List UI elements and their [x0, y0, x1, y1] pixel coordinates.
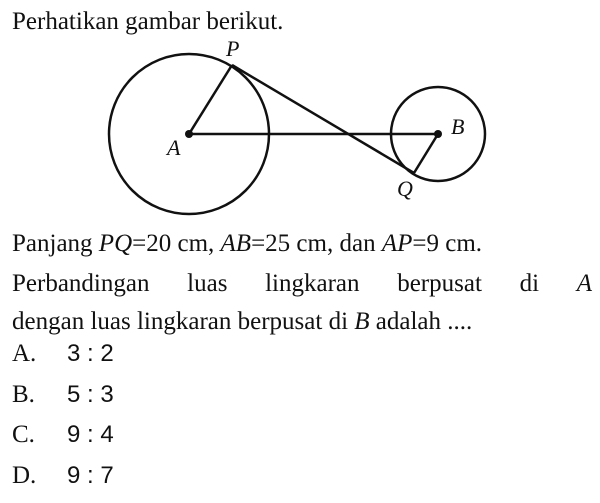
- center-b-dot: [434, 130, 442, 138]
- option-letter: A.: [12, 340, 37, 367]
- var-a: A: [576, 270, 592, 297]
- problem-line-3-suffix: adalah ....: [369, 308, 473, 335]
- segment-ap: [189, 65, 232, 134]
- option-value: 3 : 2: [67, 340, 114, 367]
- problem-line-2: [12, 265, 592, 303]
- option-letter: D.: [12, 462, 37, 489]
- var-b: B: [354, 308, 370, 335]
- intro-text: Perhatikan gambar berikut.: [12, 8, 284, 35]
- problem-line-3-text: dengan luas lingkaran berpusat di: [12, 308, 355, 335]
- ap-value: =9 cm.: [412, 230, 483, 257]
- segment-pq: [232, 65, 414, 173]
- geometry-figure: [0, 0, 600, 220]
- segment-bq: [414, 134, 438, 173]
- label-a: A: [167, 135, 181, 160]
- option-c[interactable]: [12, 421, 114, 449]
- var-pq: PQ: [98, 230, 133, 257]
- problem-prefix: Panjang: [12, 230, 99, 257]
- problem-line-3: [12, 303, 592, 341]
- option-letter: C.: [12, 421, 35, 448]
- option-d[interactable]: [12, 462, 114, 490]
- var-ab: AB: [220, 230, 252, 257]
- label-q: Q: [397, 176, 413, 201]
- problem-line-1: [12, 225, 592, 263]
- option-value: 9 : 7: [67, 462, 114, 489]
- pq-value: =20 cm,: [132, 230, 221, 257]
- option-value: 5 : 3: [67, 381, 114, 408]
- var-ap: AP: [381, 230, 413, 257]
- option-b[interactable]: [12, 381, 114, 409]
- label-b: B: [451, 114, 465, 139]
- label-p: P: [226, 36, 240, 61]
- option-value: 9 : 4: [67, 421, 114, 448]
- option-letter: B.: [12, 381, 35, 408]
- option-a[interactable]: [12, 340, 114, 368]
- problem-line-2-text: Perbandingan luas lingkaran berpusat di: [12, 270, 577, 297]
- ab-value: =25 cm, dan: [251, 230, 382, 257]
- center-a-dot: [185, 130, 193, 138]
